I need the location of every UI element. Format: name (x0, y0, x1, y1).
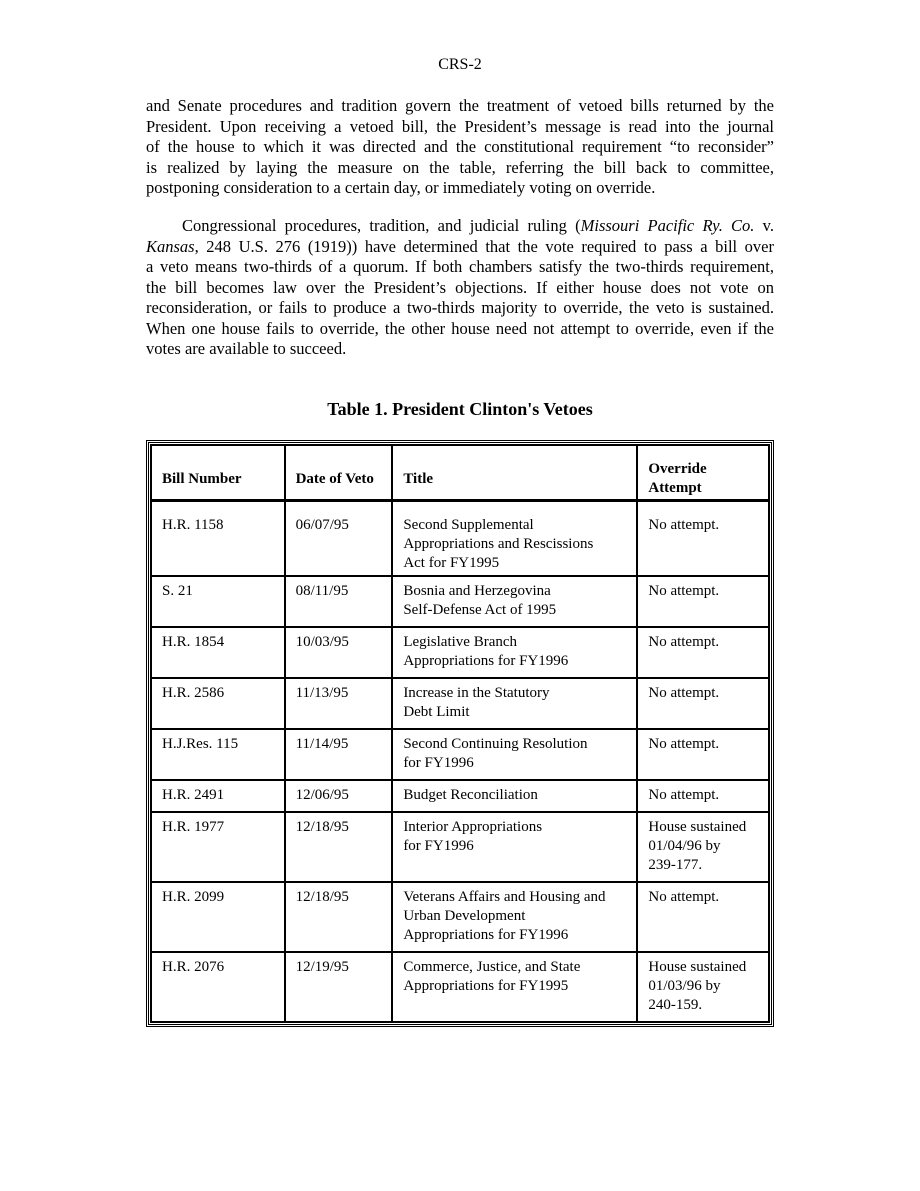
cell-override-attempt: House sustained 01/04/96 by 239-177. (637, 812, 769, 882)
cell-date-of-veto: 06/07/95 (285, 501, 393, 577)
column-header-date-of-veto: Date of Veto (285, 445, 393, 501)
table-row (151, 729, 769, 780)
paragraph-text: v. (754, 216, 774, 235)
cell-date-of-veto: 11/14/95 (285, 729, 393, 780)
table-caption: Table 1. President Clinton's Vetoes (327, 399, 593, 419)
cell-bill-number: S. 21 (151, 576, 285, 627)
paragraph-text: Congressional procedures, tradition, and judicial ruling ( (182, 216, 581, 235)
column-header-override-attempt: Override Attempt (637, 445, 769, 501)
paragraph-line: of the house to which it was directed and the constitutional requirement “to reconsider” (146, 137, 774, 156)
cell-date-of-veto: 12/06/95 (285, 780, 393, 812)
paragraph-text: , 248 U.S. 276 (1919)) have determined that the vote required to pass a bill over (194, 236, 774, 256)
cell-bill-number: H.J.Res. 115 (151, 729, 285, 780)
table-row (151, 501, 769, 577)
cell-date-of-veto: 12/18/95 (285, 812, 393, 882)
table-row (151, 576, 769, 627)
paragraph-veto-procedures (146, 96, 774, 199)
paragraph-line: and Senate procedures and tradition govern the treatment of vetoed bills returned by the (146, 96, 774, 115)
cell-bill-number: H.R. 1977 (151, 812, 285, 882)
table-row (151, 780, 769, 812)
cell-override-attempt: No attempt. (637, 780, 769, 812)
table-row (151, 952, 769, 1022)
paragraph-line: the bill becomes law over the President’s objections. If either house does not vote on (146, 277, 774, 297)
cell-date-of-veto: 10/03/95 (285, 627, 393, 678)
case-name: Missouri Pacific Ry. Co. (580, 216, 755, 235)
cell-override-attempt: No attempt. (637, 501, 769, 577)
cell-bill-number: H.R. 2099 (151, 882, 285, 952)
cell-date-of-veto: 12/19/95 (285, 952, 393, 1022)
table-body (151, 501, 769, 1023)
paragraph-line: a veto means two-thirds of a quorum. If both chambers satisfy the two-thirds requirement, (146, 257, 774, 276)
paragraph-line (146, 216, 774, 237)
paragraph-line: votes are available to succeed. (146, 339, 347, 358)
paragraph-line: When one house fails to override, the other house need not attempt to override, even if the (146, 318, 774, 338)
paragraph-line: President. Upon receiving a vetoed bill, the President’s message is read into the journal (146, 116, 774, 136)
cell-override-attempt: No attempt. (637, 627, 769, 678)
cell-title: Bosnia and Herzegovina Self-Defense Act of 1995 (392, 576, 637, 627)
cell-title: Veterans Affairs and Housing and Urban Development Appropriations for FY1996 (392, 882, 637, 952)
table-row (151, 678, 769, 729)
paragraph-override-vote (146, 216, 774, 360)
cell-date-of-veto: 11/13/95 (285, 678, 393, 729)
cell-override-attempt: House sustained 01/03/96 by 240-159. (637, 952, 769, 1022)
cell-title: Second Supplemental Appropriations and Rescissions Act for FY1995 (392, 501, 637, 577)
cell-override-attempt: No attempt. (637, 576, 769, 627)
cell-title: Interior Appropriations for FY1996 (392, 812, 637, 882)
column-header-title: Title (392, 445, 637, 501)
cell-title: Increase in the Statutory Debt Limit (392, 678, 637, 729)
cell-bill-number: H.R. 2076 (151, 952, 285, 1022)
table-row (151, 812, 769, 882)
cell-override-attempt: No attempt. (637, 729, 769, 780)
cell-bill-number: H.R. 1158 (151, 501, 285, 577)
cell-title: Commerce, Justice, and State Appropriations for FY1995 (392, 952, 637, 1022)
cell-bill-number: H.R. 1854 (151, 627, 285, 678)
paragraph-line: is realized by laying the measure on the table, referring the bill back to committee, (146, 157, 774, 177)
cell-date-of-veto: 12/18/95 (285, 882, 393, 952)
page-number: CRS-2 (438, 56, 482, 73)
cell-override-attempt: No attempt. (637, 882, 769, 952)
cell-title: Legislative Branch Appropriations for FY1996 (392, 627, 637, 678)
cell-override-attempt: No attempt. (637, 678, 769, 729)
paragraph-line: postponing consideration to a certain day, or immediately voting on override. (146, 178, 656, 197)
cell-bill-number: H.R. 2491 (151, 780, 285, 812)
table-row (151, 882, 769, 952)
paragraph-line (146, 237, 774, 258)
cell-date-of-veto: 08/11/95 (285, 576, 393, 627)
cell-title: Second Continuing Resolution for FY1996 (392, 729, 637, 780)
case-name: Kansas (146, 236, 195, 256)
column-header-bill-number: Bill Number (151, 445, 285, 501)
cell-title: Budget Reconciliation (392, 780, 637, 812)
cell-bill-number: H.R. 2586 (151, 678, 285, 729)
paragraph-line: reconsideration, or fails to produce a two-thirds majority to override, the veto is sustained. (146, 298, 774, 317)
table-row (151, 627, 769, 678)
vetoes-table-frame (146, 440, 774, 1027)
vetoes-table (150, 444, 770, 1023)
table-header-row (151, 445, 769, 501)
